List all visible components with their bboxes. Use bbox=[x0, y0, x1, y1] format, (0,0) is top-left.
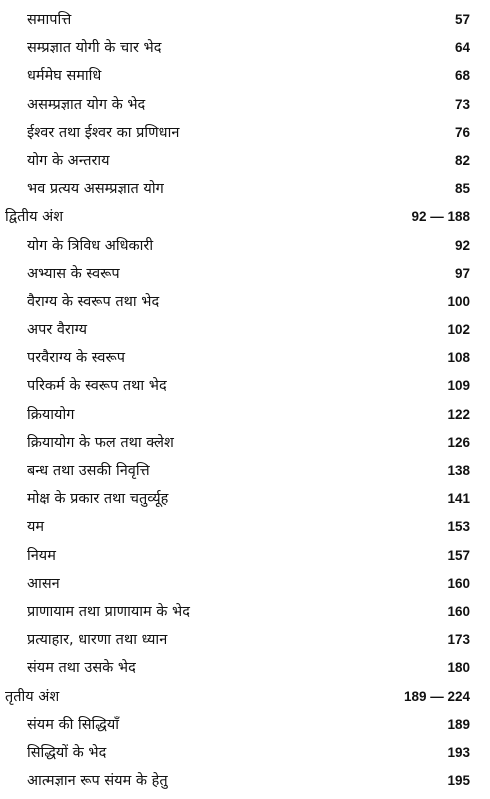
toc-entry-row bbox=[0, 34, 490, 62]
toc-entry-row bbox=[0, 91, 490, 119]
toc-entry-row bbox=[0, 485, 490, 513]
toc-entry-page-number: 68 bbox=[454, 68, 470, 84]
toc-entry-row bbox=[0, 626, 490, 654]
toc-entry-title: वैराग्य के स्वरूप तथा भेद bbox=[27, 293, 160, 310]
toc-entry-row bbox=[0, 457, 490, 485]
toc-entry-title: प्राणायाम तथा प्राणायाम के भेद bbox=[27, 603, 190, 620]
toc-entry-title: प्रत्याहार, धारणा तथा ध्यान bbox=[27, 632, 168, 649]
toc-entry-row bbox=[0, 401, 490, 429]
toc-entry-row bbox=[0, 513, 490, 541]
toc-entry-row bbox=[0, 119, 490, 147]
toc-entry-page-number: 100 bbox=[447, 293, 470, 309]
toc-entry-title: संयम तथा उसके भेद bbox=[27, 660, 136, 677]
toc-entry-page-number: 193 bbox=[447, 744, 470, 760]
toc-entry-page-number: 173 bbox=[447, 632, 470, 648]
toc-entry-row bbox=[0, 739, 490, 767]
toc-entry-row bbox=[0, 344, 490, 372]
toc-entry-title: क्रियायोग के फल तथा क्लेश bbox=[27, 434, 174, 451]
toc-entry-row bbox=[0, 598, 490, 626]
toc-entry-page-number: 57 bbox=[454, 12, 470, 27]
toc-entry-page-number: 122 bbox=[447, 406, 470, 422]
toc-entry-title: धर्ममेघ समाधि bbox=[27, 68, 102, 85]
toc-entry-title: क्रियायोग bbox=[27, 406, 75, 423]
toc-entry-page-number: 138 bbox=[447, 463, 470, 478]
toc-section-title: तृतीय अंश bbox=[5, 688, 60, 705]
toc-entry-title: आसन bbox=[27, 575, 60, 592]
toc-section-title: द्वितीय अंश bbox=[5, 209, 64, 226]
toc-entry-title: बन्ध तथा उसकी निवृत्ति bbox=[27, 463, 150, 479]
toc-entry-title: आत्मज्ञान रूप संयम के हेतु bbox=[27, 773, 168, 790]
toc-entry-title: सिद्धियों के भेद bbox=[27, 744, 107, 761]
toc-entry-page-number: 157 bbox=[447, 547, 470, 563]
toc-entry-title: मोक्ष के प्रकार तथा चतुर्व्यूह bbox=[27, 491, 169, 508]
toc-entry-row bbox=[0, 6, 490, 34]
toc-entry-page-number: 189 bbox=[447, 716, 470, 732]
toc-entry-title: नियम bbox=[27, 547, 56, 564]
toc-entry-title: योग के त्रिविध अधिकारी bbox=[27, 237, 154, 254]
toc-entry-page-number: 180 bbox=[447, 660, 470, 676]
toc-entry-row bbox=[0, 316, 490, 344]
toc-entry-page-number: 160 bbox=[447, 575, 470, 591]
toc-entry-row bbox=[0, 232, 490, 260]
toc-entry-title: परिकर्म के स्वरूप तथा भेद bbox=[27, 378, 167, 395]
toc-entry-page-number: 73 bbox=[454, 96, 470, 112]
toc-entry-row bbox=[0, 260, 490, 288]
toc-entry-row bbox=[0, 542, 490, 570]
toc-entry-row bbox=[0, 711, 490, 739]
toc-entry-page-number: 92 bbox=[454, 237, 470, 253]
table-of-contents bbox=[0, 6, 490, 795]
toc-entry-row bbox=[0, 429, 490, 457]
toc-entry-page-number: 126 bbox=[447, 434, 470, 450]
toc-entry-title: यम bbox=[27, 519, 45, 536]
toc-entry-page-number: 141 bbox=[447, 491, 470, 507]
toc-section-row bbox=[0, 203, 490, 231]
toc-entry-title: भव प्रत्यय असम्प्रज्ञात योग bbox=[27, 181, 164, 198]
toc-section-page-range: 189 — 224 bbox=[403, 688, 470, 704]
toc-entry-title: असम्प्रज्ञात योग के भेद bbox=[27, 96, 146, 113]
toc-entry-row bbox=[0, 62, 490, 90]
toc-section-page-range: 92 — 188 bbox=[411, 209, 470, 225]
toc-entry-title: सम्प्रज्ञात योगी के चार भेद bbox=[27, 40, 162, 57]
toc-entry-page-number: 160 bbox=[447, 603, 470, 619]
toc-entry-page-number: 82 bbox=[454, 152, 470, 168]
toc-entry-title: संयम की सिद्धियाँ bbox=[27, 716, 120, 733]
toc-entry-title: अपर वैराग्य bbox=[27, 322, 88, 339]
toc-entry-title: समापत्ति bbox=[27, 12, 72, 28]
toc-entry-row bbox=[0, 570, 490, 598]
toc-entry-title: परवैराग्य के स्वरूप bbox=[27, 350, 125, 367]
toc-entry-row bbox=[0, 147, 490, 175]
toc-entry-page-number: 195 bbox=[447, 773, 470, 789]
toc-entry-page-number: 102 bbox=[447, 322, 470, 338]
toc-entry-title: अभ्यास के स्वरूप bbox=[27, 265, 120, 282]
toc-entry-page-number: 85 bbox=[454, 181, 470, 197]
toc-entry-page-number: 108 bbox=[447, 350, 470, 366]
toc-entry-row bbox=[0, 372, 490, 400]
toc-entry-page-number: 64 bbox=[454, 40, 470, 56]
toc-entry-title: ईश्वर तथा ईश्वर का प्रणिधान bbox=[27, 124, 180, 141]
toc-section-row bbox=[0, 683, 490, 711]
toc-entry-row bbox=[0, 767, 490, 795]
toc-entry-page-number: 153 bbox=[447, 519, 470, 535]
toc-entry-row bbox=[0, 175, 490, 203]
toc-entry-title: योग के अन्तराय bbox=[27, 152, 110, 169]
toc-entry-page-number: 97 bbox=[454, 265, 470, 281]
toc-entry-page-number: 109 bbox=[447, 378, 470, 394]
toc-entry-page-number: 76 bbox=[454, 124, 470, 140]
toc-entry-row bbox=[0, 654, 490, 682]
toc-entry-row bbox=[0, 288, 490, 316]
